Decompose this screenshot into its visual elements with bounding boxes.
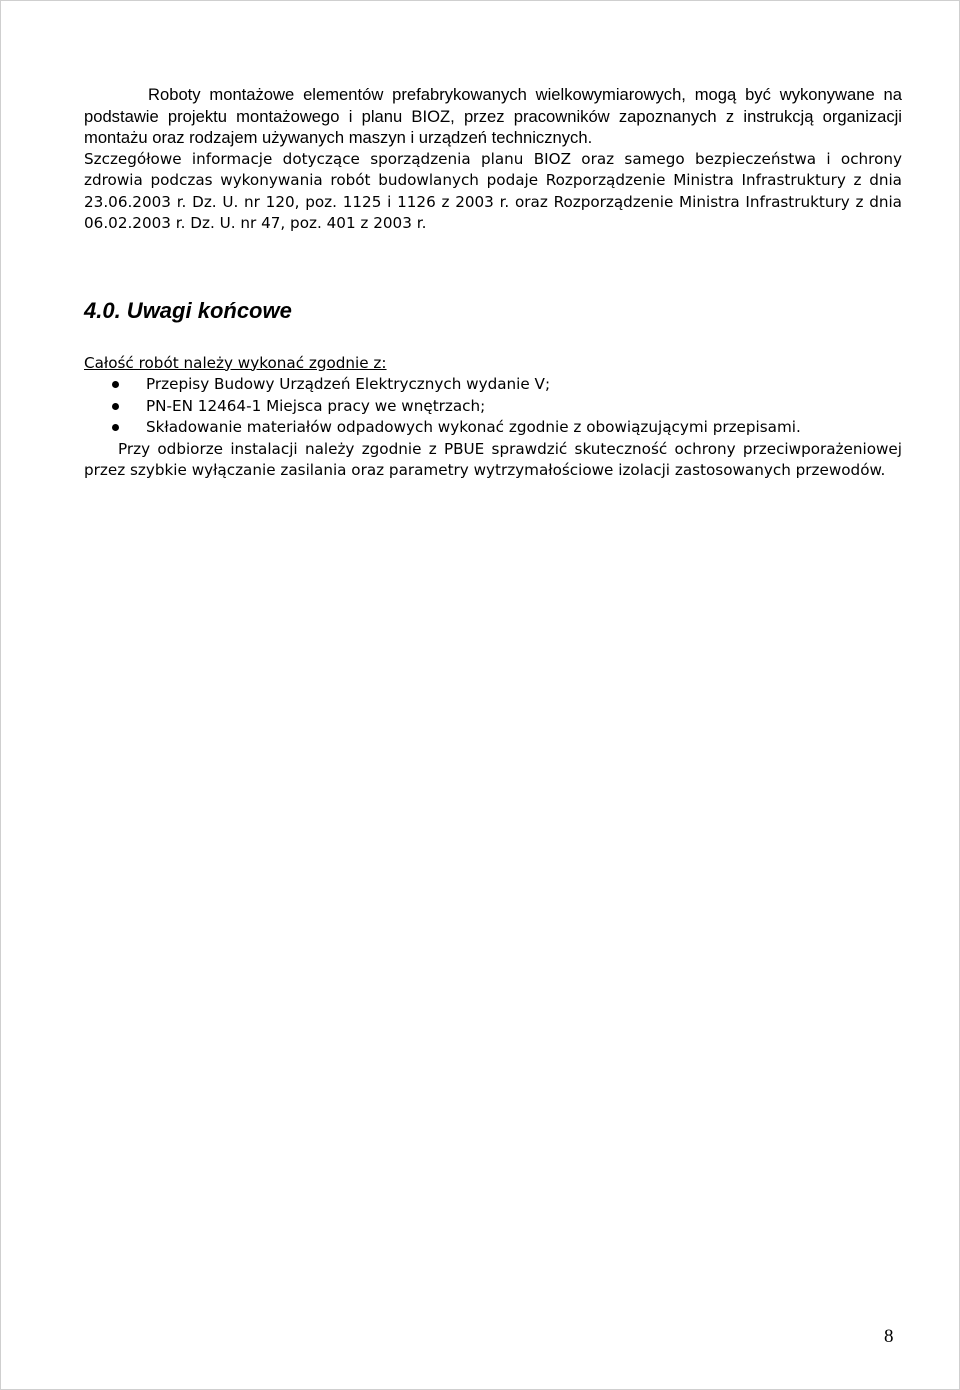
bullet-icon	[112, 403, 119, 410]
document-body	[84, 84, 902, 482]
bullet-icon	[112, 424, 119, 431]
paragraph-assembly-works: Roboty montażowe elementów prefabrykowanych wielkowymiarowych, mogą być wykonywane na podstawie projektu montażowego i planu BIOZ, przez pracowników zapoznanych z instrukcją organizacji montażu oraz rodzajem używanych maszyn i urządzeń technicznych.	[84, 85, 902, 147]
list-item-text: Przepisy Budowy Urządzeń Elektrycznych wydanie V;	[146, 375, 551, 393]
section-heading: 4.0. Uwagi końcowe	[84, 297, 292, 323]
list-item	[84, 396, 902, 418]
paragraph-bioz-regulations: Szczegółowe informacje dotyczące sporządzenia planu BIOZ oraz samego bezpieczeństwa i ochrony zdrowia podczas wykonywania robót budowlanych podaje Rozporządzenie Ministra Infrastruktury z dnia 23.06.2003 r. Dz. U. nr 120, poz. 1125 i 1126 z 2003 r. oraz Rozporządzenie Ministra Infrastruktury z dnia 06.02.2003 r. Dz. U. nr 47, poz. 401 z 2003 r.	[84, 149, 902, 232]
paragraph-final-inspection: Przy odbiorze instalacji należy zgodnie z PBUE sprawdzić skuteczność ochrony przeciwporażeniowej przez szybkie wyłączanie zasilania oraz parametry wytrzymałościowe izolacji zastosowanych przewodów.	[84, 439, 902, 479]
bullet-icon	[112, 381, 119, 388]
list-item-text: PN-EN 12464-1 Miejsca pracy we wnętrzach;	[146, 396, 486, 415]
list-item	[84, 417, 902, 439]
list-item	[84, 374, 902, 396]
requirements-intro: Całość robót należy wykonać zgodnie z:	[84, 353, 387, 372]
list-item-text: Składowanie materiałów odpadowych wykonać zgodnie z obowiązującymi przepisami.	[146, 418, 801, 436]
requirements-list	[84, 374, 902, 439]
page-number: 8	[884, 1326, 894, 1347]
